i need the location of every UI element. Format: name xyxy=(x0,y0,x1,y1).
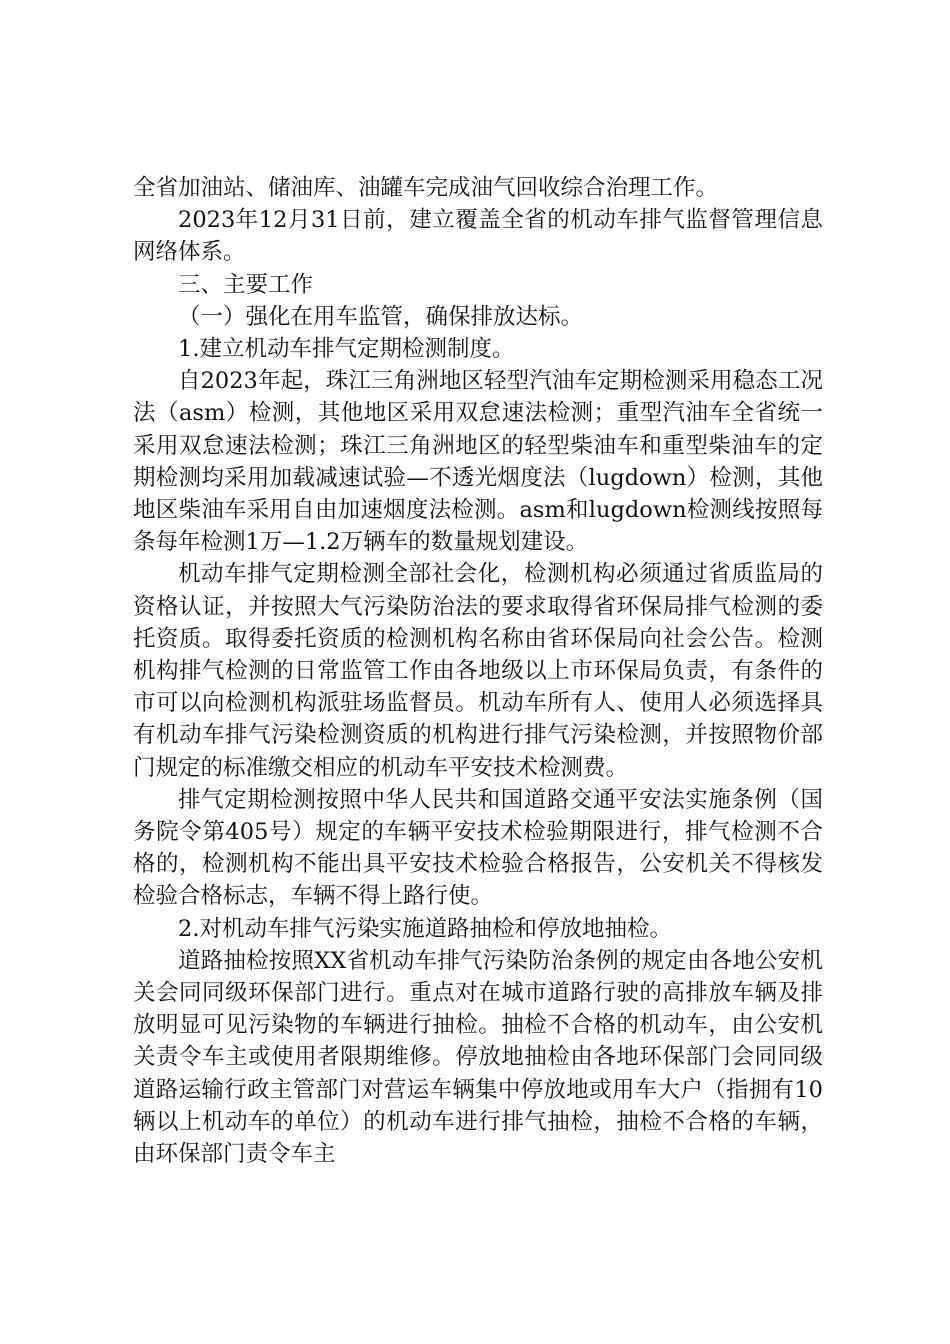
paragraph-road-inspection: 道路抽检按照XX省机动车排气污染防治条例的规定由各地公安机关会同同级环保部门进行。重点对在城市道路行驶的高排放车辆及排放明显可见污染物的车辆进行抽检。抽检不合格的机动车，由公安机关责令车主或使用者限期维修。停放地抽检由各地环保部门会同同级道路运输行政主管部门对营运车辆集中停放地或用车大户（指拥有10辆以上机动车的单位）的机动车进行排气抽检，抽检不合格的车辆，由环保部门责令车主 xyxy=(133,947,823,1168)
item-heading-1: 1.建立机动车排气定期检测制度。 xyxy=(178,336,515,363)
section-heading-main-work: 三、主要工作 xyxy=(178,271,314,298)
paragraph-testing-methods: 自2023年起，珠江三角洲地区轻型汽油车定期检测采用稳态工况法（asm）检测，其他地区采用双怠速法检测；重型汽油车全省统一采用双怠速法检测；珠江三角洲地区的轻型柴油车和重型柴油车的定期检测均采用加载减速试验—不透光烟度法（lugdown）检测，其他地区柴油车采用自由加速烟度法检测。asm和lugdown检测线按照每条每年检测1万—1.2万辆车的数量规划建设。 xyxy=(133,368,823,556)
subsection-heading-1: （一）强化在用车监管，确保排放达标。 xyxy=(178,303,584,330)
paragraph-continuation: 全省加油站、储油库、油罐车完成油气回收综合治理工作。 xyxy=(133,175,719,201)
paragraph-socialization: 机动车排气定期检测全部社会化，检测机构必须通过省质监局的资格认证，并按照大气污染防治法的要求取得省环保局排气检测的委托资质。取得委托资质的检测机构名称由省环保局向社会公告。检测机构排气检测的日常监管工作由各地级以上市环保局负责，有条件的市可以向检测机构派驻场监督员。机动车所有人、使用人必须选择具有机动车排气污染检测资质的机构进行排气污染检测，并按照物价部门规定的标准缴交相应的机动车平安技术检测费。 xyxy=(133,561,823,781)
item-heading-2: 2.对机动车排气污染实施道路抽检和停放地抽检。 xyxy=(178,915,672,942)
paragraph-deadline: 2023年12月31日前，建立覆盖全省的机动车排气监督管理信息网络体系。 xyxy=(133,207,823,266)
document-body xyxy=(133,172,823,1170)
paragraph-inspection-period: 排气定期检测按照中华人民共和国道路交通平安法实施条例（国务院令第405号）规定的车辆平安技术检验期限进行，排气检测不合格的，检测机构不能出具平安技术检验合格报告，公安机关不得核发检验合格标志，车辆不得上路行使。 xyxy=(133,786,823,910)
